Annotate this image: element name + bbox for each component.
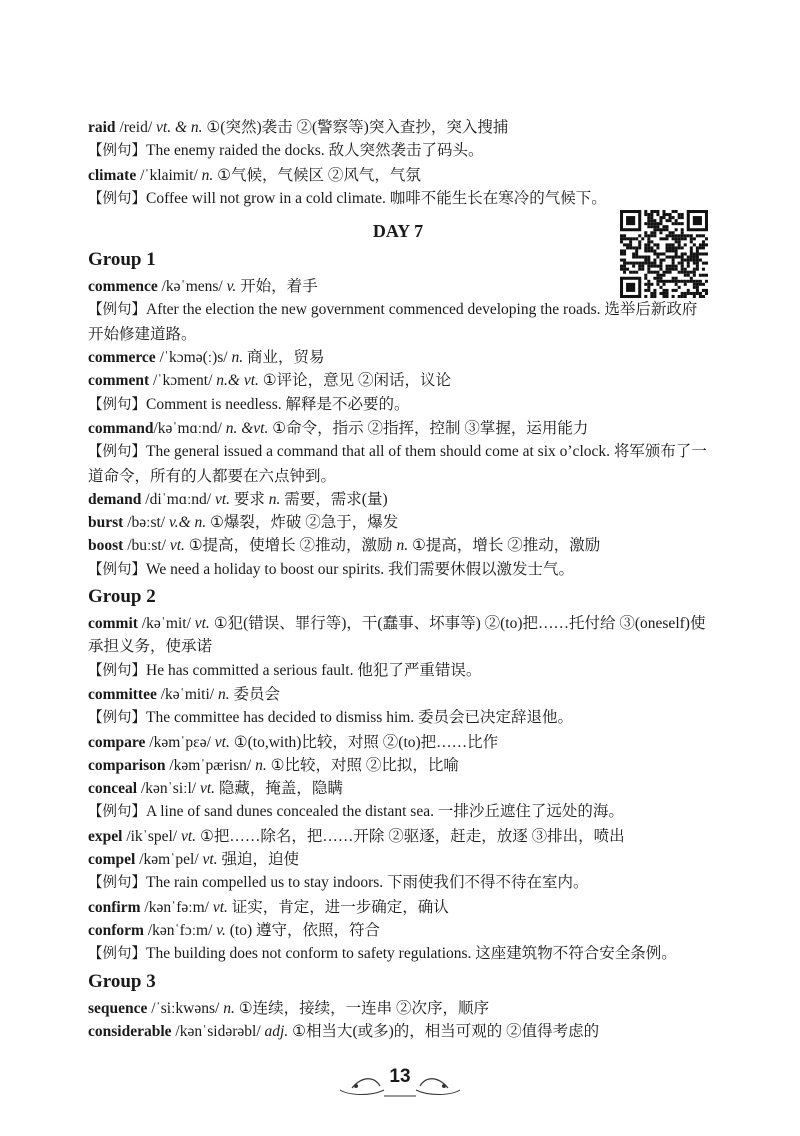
definition: ①犯(错误、罪行等)，干(蠢事、坏事等) ②(to)把……托付给 ③(oneself)使承担义务，使承诺 (88, 615, 706, 656)
phonetic: /kənˈfəːm/ (140, 898, 213, 916)
vocabulary-content (88, 116, 708, 1043)
definition: 需要，需求(量) (280, 490, 388, 508)
entry-line (88, 754, 708, 777)
definition: ①相当大(或多)的，相当可观的 ②值得考虑的 (288, 1022, 600, 1040)
definition: ①提高，使增长 ②推动，激励 (184, 537, 397, 555)
example-line (88, 942, 708, 966)
example-tag: 【例句】 (88, 662, 146, 679)
example-text: The building does not conform to safety regulations. 这座建筑物不符合安全条例。 (146, 945, 677, 963)
part-of-speech: vt. (199, 780, 215, 798)
headword: climate (88, 166, 137, 184)
headword: conceal (88, 780, 138, 798)
phonetic: /diˈmɑːnd/ (141, 490, 215, 508)
phonetic: /kənˈfɔːm/ (143, 921, 217, 939)
entry-line (88, 275, 708, 298)
example-text: The enemy raided the docks. 敌人突然袭击了码头。 (146, 142, 484, 160)
example-line (88, 558, 708, 582)
phonetic: /kəmˈpel/ (135, 851, 203, 869)
part-of-speech: n. (223, 999, 235, 1017)
part-of-speech: adj. (264, 1022, 289, 1040)
part-of-speech: n. (201, 166, 214, 184)
page-footer (0, 1066, 800, 1106)
part-of-speech: n.& vt. (216, 372, 259, 390)
definition: ①提高，增长 ②推动，激励 (408, 537, 601, 555)
entry-line (88, 683, 708, 706)
part-of-speech: vt. (212, 898, 228, 916)
definition: 隐藏，掩盖，隐瞒 (215, 780, 343, 798)
entry-line (88, 731, 708, 754)
headword: commence (88, 278, 158, 296)
entry-line (88, 997, 708, 1020)
example-tag: 【例句】 (88, 444, 146, 461)
example-line (88, 706, 708, 730)
phonetic: /kənˈsidərəbl/ (171, 1022, 265, 1040)
headword: comment (88, 372, 150, 390)
group-1-entries (88, 275, 708, 582)
definition: (to) 遵守，依照，符合 (225, 921, 381, 939)
top-entries (88, 116, 708, 211)
entry-line (88, 116, 708, 139)
entry-line (88, 488, 708, 511)
phonetic: /kəˈmɑːnd/ (153, 419, 226, 437)
entry-line (88, 896, 708, 919)
part-of-speech: n. (255, 756, 267, 774)
example-line (88, 393, 708, 417)
headword: boost (88, 537, 124, 555)
example-line (88, 800, 708, 824)
day-title: DAY 7 (372, 221, 424, 242)
headword: confirm (88, 898, 141, 916)
definition: ①命令，指示 ②指挥，控制 ③掌握，运用能力 (268, 419, 589, 437)
part-of-speech: n. (231, 349, 244, 367)
example-text: Coffee will not grow in a cold climate. 咖啡不能生长在寒冷的气候下。 (146, 189, 607, 207)
definition: ①(to,with)比较，对照 ②(to)把……比作 (229, 733, 499, 751)
example-tag: 【例句】 (88, 710, 146, 727)
example-line (88, 440, 708, 488)
part-of-speech: vt. (181, 827, 197, 845)
phonetic: /ˈsiːkwəns/ (147, 999, 224, 1017)
example-text: Comment is needless. 解释是不必要的。 (146, 395, 410, 413)
headword: conform (88, 921, 144, 939)
headword: compel (88, 851, 136, 869)
example-text: A line of sand dunes concealed the distant sea. 一排沙丘遮住了远处的海。 (146, 803, 624, 821)
example-tag: 【例句】 (88, 804, 146, 821)
definition: ①气候，气候区 ②风气，气氛 (213, 166, 421, 184)
definition: ①连续，接续，一连串 ②次序，顺序 (234, 999, 489, 1017)
example-text: After the election the new government commenced developing the roads. 选举后新政府开始修建道路。 (88, 301, 698, 343)
definition: 证实，肯定，进一步确定，确认 (227, 898, 449, 916)
phonetic: /reid/ (115, 119, 157, 136)
entry-line (88, 919, 708, 942)
entry-line (88, 777, 708, 800)
part-of-speech: vt. (202, 851, 218, 869)
example-line (88, 187, 708, 211)
entry-line (88, 369, 708, 392)
entry-line (88, 534, 708, 557)
definition: ①评论，意见 ②闲话，议论 (258, 372, 452, 390)
entry-line (88, 511, 708, 534)
part-of-speech: n. &vt. (225, 419, 269, 437)
part-of-speech: n. (268, 490, 281, 508)
qr-code-icon[interactable] (620, 210, 708, 298)
definition: ①爆裂，炸破 ②急于，爆发 (206, 514, 399, 532)
phonetic: /ˈklaimit/ (136, 166, 202, 184)
example-tag: 【例句】 (88, 302, 146, 319)
example-tag: 【例句】 (88, 875, 146, 892)
phonetic: /ikˈspel/ (122, 827, 181, 845)
headword: committee (88, 685, 157, 703)
example-text: He has committed a serious fault. 他犯了严重错误。 (146, 661, 482, 679)
definition: ①(突然)袭击 ②(警察等)突入查抄，突入搜捕 (202, 119, 509, 136)
example-line (88, 659, 708, 683)
headword: raid (88, 119, 116, 136)
headword: burst (88, 514, 124, 532)
part-of-speech: vt. (194, 615, 210, 633)
definition: 商业，贸易 (243, 349, 325, 367)
phonetic: /kəˈmit/ (137, 615, 195, 633)
entry-line (88, 612, 708, 659)
entry-line (88, 1020, 708, 1043)
example-text: The general issued a command that all of them should come at six o’clock. 将军颁布了一道命令，所有的人都要在六点钟到。 (88, 443, 707, 485)
entry-line (88, 417, 708, 440)
part-of-speech: n. (396, 537, 409, 555)
definition: ①把……除名，把……开除 ②驱逐，赶走，放逐 ③排出，喷出 (196, 827, 625, 845)
example-text: The committee has decided to dismiss him. 委员会已决定辞退他。 (146, 709, 574, 727)
group-1-title: Group 1 (88, 249, 156, 271)
definition: 要求 (230, 490, 269, 508)
part-of-speech: vt. (214, 490, 231, 508)
part-of-speech: v.& n. (168, 514, 207, 532)
example-line (88, 139, 708, 163)
phonetic: /kəˈmiti/ (156, 685, 218, 703)
group-3-entries (88, 997, 708, 1044)
phonetic: /kəmˈpærisn/ (165, 756, 256, 774)
example-line (88, 298, 708, 346)
headword: commerce (88, 349, 156, 367)
definition: 开始，着手 (236, 278, 318, 296)
part-of-speech: vt. & n. (156, 119, 203, 136)
headword: demand (88, 490, 142, 508)
headword: command (88, 419, 154, 437)
entry-line (88, 164, 708, 187)
definition: 委员会 (229, 685, 280, 703)
example-text: The rain compelled us to stay indoors. 下雨使我们不得不待在室内。 (146, 874, 589, 892)
phonetic: /kəˈmens/ (157, 278, 227, 296)
example-tag: 【例句】 (88, 561, 146, 578)
entry-line (88, 848, 708, 871)
part-of-speech: n. (217, 685, 230, 703)
phonetic: /kənˈsiːl/ (137, 780, 200, 798)
part-of-speech: vt. (169, 537, 185, 555)
example-tag: 【例句】 (88, 946, 146, 963)
headword: commit (88, 615, 138, 633)
phonetic: /ˈkɔment/ (149, 372, 217, 390)
example-text: We need a holiday to boost our spirits. 我们需要休假以激发士气。 (146, 560, 574, 578)
example-tag: 【例句】 (88, 143, 146, 160)
headword: considerable (88, 1022, 172, 1040)
example-tag: 【例句】 (88, 190, 146, 207)
group-2-title: Group 2 (88, 586, 156, 608)
headword: compare (88, 733, 146, 751)
definition: ①比较，对照 ②比拟，比喻 (266, 756, 459, 774)
entry-line (88, 825, 708, 848)
definition: 强迫，迫使 (217, 851, 299, 869)
example-tag: 【例句】 (88, 396, 146, 413)
headword: expel (88, 827, 123, 845)
headword: sequence (88, 999, 148, 1017)
page-number: 13 (389, 1066, 411, 1087)
group-3-title: Group 3 (88, 970, 156, 992)
part-of-speech: vt. (214, 733, 230, 751)
phonetic: /ˈkɔmə(ː)s/ (155, 349, 232, 367)
group-2-entries (88, 612, 708, 966)
phonetic: /kəmˈpɛə/ (145, 733, 215, 751)
part-of-speech: v. (226, 278, 237, 296)
phonetic: /buːst/ (123, 537, 170, 555)
example-line (88, 871, 708, 895)
phonetic: /bəːst/ (123, 514, 169, 532)
headword: comparison (88, 756, 166, 774)
part-of-speech: v. (216, 921, 226, 939)
entry-line (88, 346, 708, 369)
